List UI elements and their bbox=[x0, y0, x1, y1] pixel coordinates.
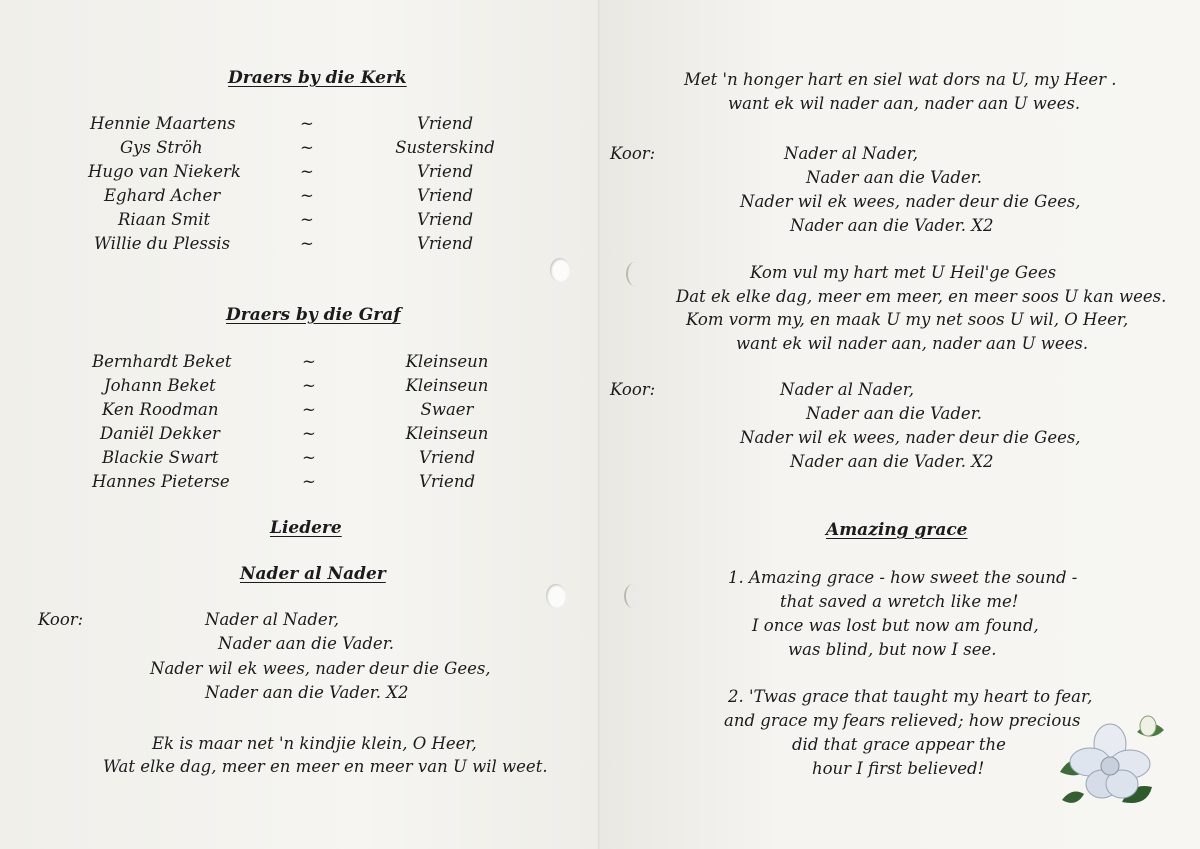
songs-title: Liedere bbox=[270, 518, 342, 538]
bearer-name: Daniël Dekker bbox=[100, 424, 220, 443]
punch-hole bbox=[624, 584, 642, 608]
chorus-line: Nader al Nader, bbox=[205, 610, 340, 629]
bearer-name: Hugo van Niekerk bbox=[88, 162, 241, 181]
bearer-name: Riaan Smit bbox=[118, 210, 211, 229]
chorus-line: Nader wil ek wees, nader deur die Gees, bbox=[740, 192, 1081, 211]
bearer-name: Eghard Acher bbox=[104, 186, 221, 205]
bearer-relation: Vriend bbox=[416, 210, 474, 229]
bearer-relation: Kleinseun bbox=[405, 424, 489, 443]
bearer-relation: Vriend bbox=[416, 234, 474, 253]
song-amazing-grace-title: Amazing grace bbox=[826, 520, 968, 540]
bearers-grave-title: Draers by die Graf bbox=[226, 305, 401, 325]
verse-line: Kom vorm my, en maak U my net soos U wil, O Heer, bbox=[686, 310, 1129, 329]
bearer-dash: ~ bbox=[302, 472, 316, 491]
stanza-line: and grace my fears relieved; how precious bbox=[724, 711, 1081, 730]
bearer-dash: ~ bbox=[300, 210, 314, 229]
bearer-dash: ~ bbox=[302, 448, 316, 467]
bearer-relation: Kleinseun bbox=[405, 376, 489, 395]
verse-line: Ek is maar net 'n kindjie klein, O Heer, bbox=[152, 734, 477, 753]
verse-line: Kom vul my hart met U Heil'ge Gees bbox=[750, 263, 1057, 282]
bearer-relation: Susterskind bbox=[395, 138, 495, 157]
bearers-church-title: Draers by die Kerk bbox=[228, 68, 407, 88]
stanza-line: did that grace appear the bbox=[792, 735, 1006, 754]
chorus-line: Nader wil ek wees, nader deur die Gees, bbox=[150, 659, 491, 678]
bearer-dash: ~ bbox=[300, 234, 314, 253]
chorus-line: Nader aan die Vader. X2 bbox=[205, 683, 409, 702]
chorus-line: Nader al Nader, bbox=[780, 380, 915, 399]
stanza-line: I once was lost but now am found, bbox=[752, 616, 1039, 635]
punch-hole bbox=[546, 584, 566, 608]
bud-icon bbox=[1140, 716, 1156, 736]
song-nader-title: Nader al Nader bbox=[240, 564, 386, 584]
bearer-dash: ~ bbox=[300, 186, 314, 205]
bearer-dash: ~ bbox=[302, 400, 316, 419]
stanza-line: 1. Amazing grace - how sweet the sound - bbox=[728, 568, 1078, 587]
verse-line: Met 'n honger hart en siel wat dors na U, my Heer . bbox=[684, 70, 1117, 89]
koor-label: Koor: bbox=[610, 380, 656, 399]
bearer-relation: Vriend bbox=[416, 162, 474, 181]
punch-hole bbox=[550, 258, 570, 282]
verse-line: Wat elke dag, meer en meer en meer van U wil weet. bbox=[103, 757, 548, 776]
verse-line: want ek wil nader aan, nader aan U wees. bbox=[736, 334, 1089, 353]
chorus-line: Nader aan die Vader. bbox=[806, 404, 983, 423]
bearer-name: Bernhardt Beket bbox=[92, 352, 232, 371]
bearer-name: Blackie Swart bbox=[102, 448, 219, 467]
verse-line: want ek wil nader aan, nader aan U wees. bbox=[728, 94, 1081, 113]
bearer-relation: Vriend bbox=[418, 472, 476, 491]
bearer-relation: Vriend bbox=[418, 448, 476, 467]
bearer-dash: ~ bbox=[300, 138, 314, 157]
chorus-line: Nader aan die Vader. X2 bbox=[790, 452, 994, 471]
bearer-name: Johann Beket bbox=[104, 376, 216, 395]
bearer-name: Hannes Pieterse bbox=[92, 472, 230, 491]
koor-label: Koor: bbox=[38, 610, 84, 629]
chorus-line: Nader aan die Vader. bbox=[806, 168, 983, 187]
koor-label: Koor: bbox=[610, 144, 656, 163]
bearer-name: Gys Ströh bbox=[120, 138, 203, 157]
bearer-name: Hennie Maartens bbox=[90, 114, 236, 133]
bearer-dash: ~ bbox=[302, 424, 316, 443]
gardenia-flower-icon bbox=[1052, 712, 1172, 812]
stanza-line: 2. 'Twas grace that taught my heart to fear, bbox=[728, 687, 1093, 706]
verse-line: Dat ek elke dag, meer em meer, en meer soos U kan wees. bbox=[676, 287, 1167, 306]
chorus-line: Nader wil ek wees, nader deur die Gees, bbox=[740, 428, 1081, 447]
bearer-dash: ~ bbox=[302, 352, 316, 371]
bearer-name: Willie du Plessis bbox=[94, 234, 231, 253]
petal-icon bbox=[1070, 724, 1150, 798]
bearer-relation: Kleinseun bbox=[405, 352, 489, 371]
bearer-relation: Vriend bbox=[416, 114, 474, 133]
stanza-line: that saved a wretch like me! bbox=[780, 592, 1019, 611]
chorus-line: Nader aan die Vader. bbox=[218, 634, 395, 653]
bearer-relation: Swaer bbox=[420, 400, 474, 419]
chorus-line: Nader aan die Vader. X2 bbox=[790, 216, 994, 235]
stanza-line: was blind, but now I see. bbox=[788, 640, 997, 659]
bearer-dash: ~ bbox=[302, 376, 316, 395]
bearer-dash: ~ bbox=[300, 162, 314, 181]
bearer-dash: ~ bbox=[300, 114, 314, 133]
chorus-line: Nader al Nader, bbox=[784, 144, 919, 163]
bearer-relation: Vriend bbox=[416, 186, 474, 205]
punch-hole bbox=[626, 262, 644, 286]
stanza-line: hour I first believed! bbox=[812, 759, 985, 778]
bearer-name: Ken Roodman bbox=[102, 400, 219, 419]
